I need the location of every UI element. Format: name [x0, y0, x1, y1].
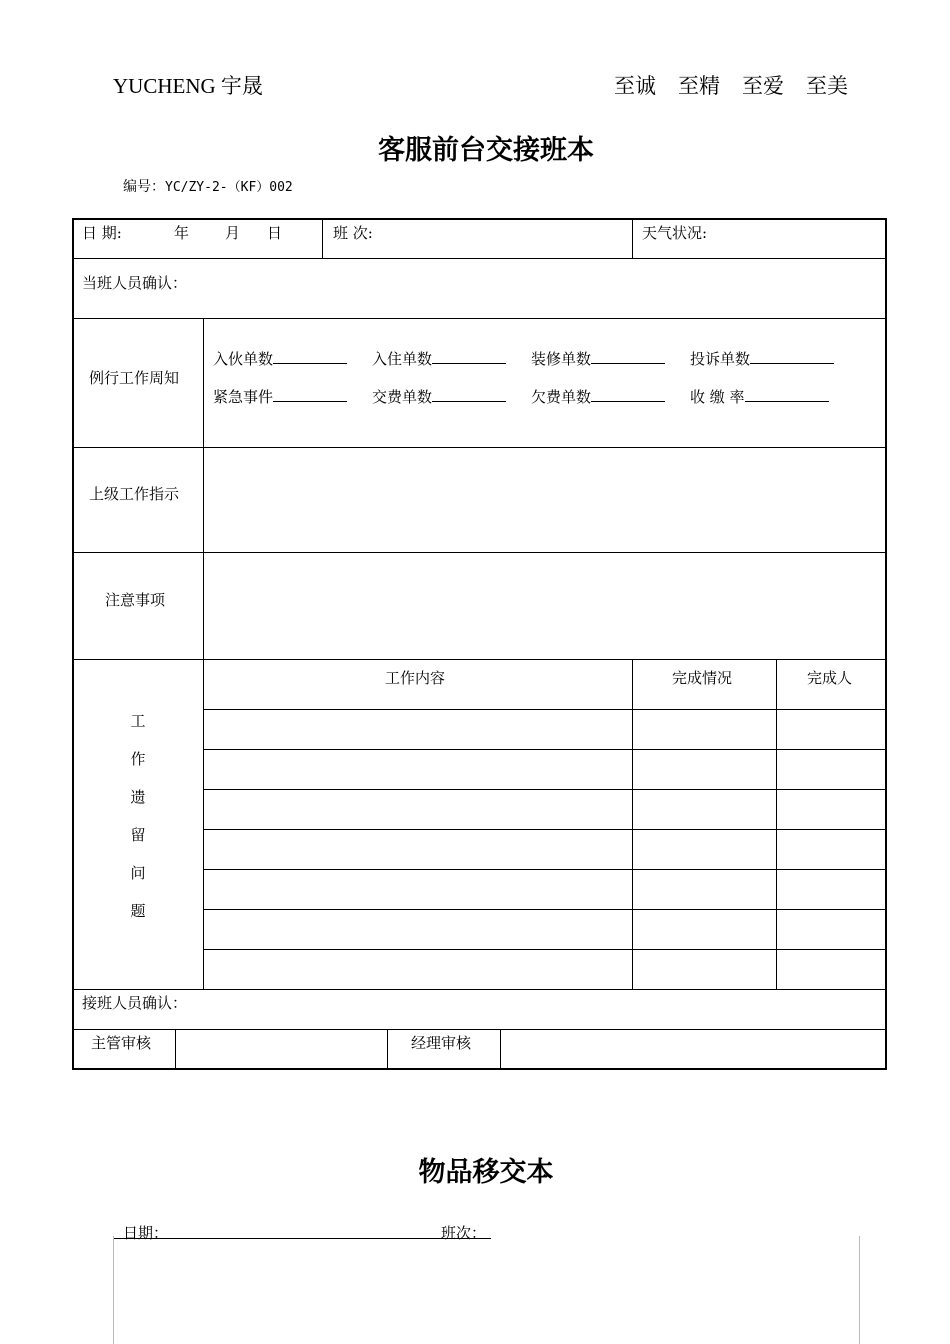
date-year: 年 [174, 224, 190, 242]
transfer-shift-label: 班次： [441, 1224, 487, 1242]
shift-label: 班 次: [333, 224, 373, 242]
transfer-header-underline [113, 1238, 491, 1239]
slogan-4: 至美 [806, 74, 848, 98]
pending-issues-label: 工 作 遗 留 问 题 [130, 712, 146, 920]
routine-item-blank [750, 347, 834, 364]
routine-item-blank [432, 347, 506, 364]
transfer-box-right-border [859, 1236, 860, 1344]
notes-label: 注意事项 [105, 591, 166, 609]
date-month: 月 [225, 224, 241, 242]
slogan-2: 至精 [678, 74, 720, 98]
form-title: 客服前台交接班本 [378, 135, 594, 166]
handover-confirm-label: 接班人员确认： [82, 994, 188, 1012]
superior-instructions-label: 上级工作指示 [89, 485, 180, 503]
date-label: 日 期: [82, 224, 122, 242]
routine-item-blank [432, 385, 506, 402]
brand-logo-text: YUCHENG 宇晟 [113, 74, 263, 98]
slogan-1: 至诚 [614, 74, 656, 98]
routine-item-arrears-orders: 欠费单数 [531, 385, 665, 407]
on-duty-confirm-label: 当班人员确认： [82, 274, 188, 292]
routine-item-move-in-orders: 入伙单数 [213, 347, 347, 369]
transfer-date-label: 日期： [123, 1224, 169, 1242]
doc-number-label: 编号： [123, 179, 165, 195]
routine-item-occupancy-orders: 入住单数 [372, 347, 506, 369]
routine-item-blank [273, 347, 347, 364]
slogan-3: 至爱 [742, 74, 784, 98]
routine-item-blank [591, 347, 665, 364]
routine-item-complaint-orders: 投诉单数 [690, 347, 834, 369]
routine-item-emergencies: 紧急事件 [213, 385, 347, 407]
slogan-group [614, 70, 848, 100]
weather-label: 天气状况: [642, 224, 708, 242]
routine-item-payment-orders: 交费单数 [372, 385, 506, 407]
transfer-box-left-border [113, 1236, 114, 1344]
manager-review-label: 经理审核 [411, 1034, 472, 1052]
doc-number-value: YC/ZY-2-（KF）002 [165, 180, 293, 195]
doc-number [123, 176, 293, 196]
routine-work-label: 例行工作周知 [89, 369, 180, 387]
col-work-content: 工作内容 [385, 669, 446, 687]
routine-item-collection-rate: 收 缴 率 [690, 385, 829, 407]
routine-item-blank [745, 385, 829, 402]
routine-item-blank [591, 385, 665, 402]
transfer-title: 物品移交本 [418, 1157, 554, 1188]
handover-form-table [72, 218, 887, 1070]
col-completion-status: 完成情况 [672, 669, 733, 687]
date-day: 日 [267, 224, 283, 242]
col-completed-by: 完成人 [807, 669, 853, 687]
routine-item-blank [273, 385, 347, 402]
supervisor-review-label: 主管审核 [91, 1034, 152, 1052]
routine-item-renovation-orders: 装修单数 [531, 347, 665, 369]
